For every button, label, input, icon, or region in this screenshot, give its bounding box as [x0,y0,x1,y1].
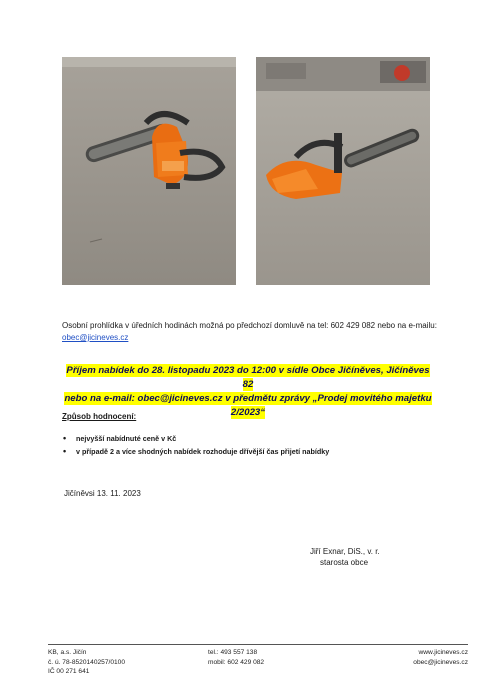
footer-tel: tel.: 493 557 138 [208,649,258,656]
footer-mobile: mobil: 602 429 082 [208,658,265,666]
footer-divider [48,644,468,645]
viewing-text: Osobní prohlídka v úředních hodinách možná po předchozí domluvě na tel: 602 429 082 nebo na e-mailu: [62,321,437,330]
footer-account: č. ú. 78-8520140257/0100 [48,658,125,666]
footer-email: obec@jicineves.cz [413,658,468,666]
footer-phone-info [208,648,264,667]
signatory-role: starosta obce [320,558,369,567]
viewing-email-link[interactable]: obec@jicineves.cz [62,333,129,342]
offer-line-3: 2/2023“ [230,407,266,418]
footer-bank: KB, a.s. Jičín [48,649,87,656]
footer-bank-info [48,648,125,677]
chainsaw-photo-right [256,57,430,285]
place-date: Jičíněvsi 13. 11. 2023 [64,489,141,498]
footer-web: www.jicineves.cz [418,649,468,656]
signature-block [310,546,380,568]
footer-web-info [360,648,468,667]
footer-ico: IČ 00 271 641 [48,668,90,675]
evaluation-criteria-list [62,432,329,458]
evaluation-title: Způsob hodnocení: [62,412,137,421]
criterion-item: • v případě 2 a více shodných nabídek rozhoduje dřívější čas přijetí nabídky [62,445,329,458]
viewing-info [62,320,462,344]
chainsaw-photo-left [62,57,236,285]
offer-line-1: Příjem nabídek do 28. listopadu 2023 do 12:00 v sídle Obce Jičíněves, Jičíněves 82 [66,365,430,390]
signatory-name: Jiří Exnar, DiS., v. r. [310,547,380,556]
criterion-item: • nejvyšší nabídnuté ceně v Kč [62,432,329,445]
offer-line-2: nebo na e-mail: obec@jicineves.cz v předmětu zprávy „Prodej movitého majetku [64,393,432,404]
